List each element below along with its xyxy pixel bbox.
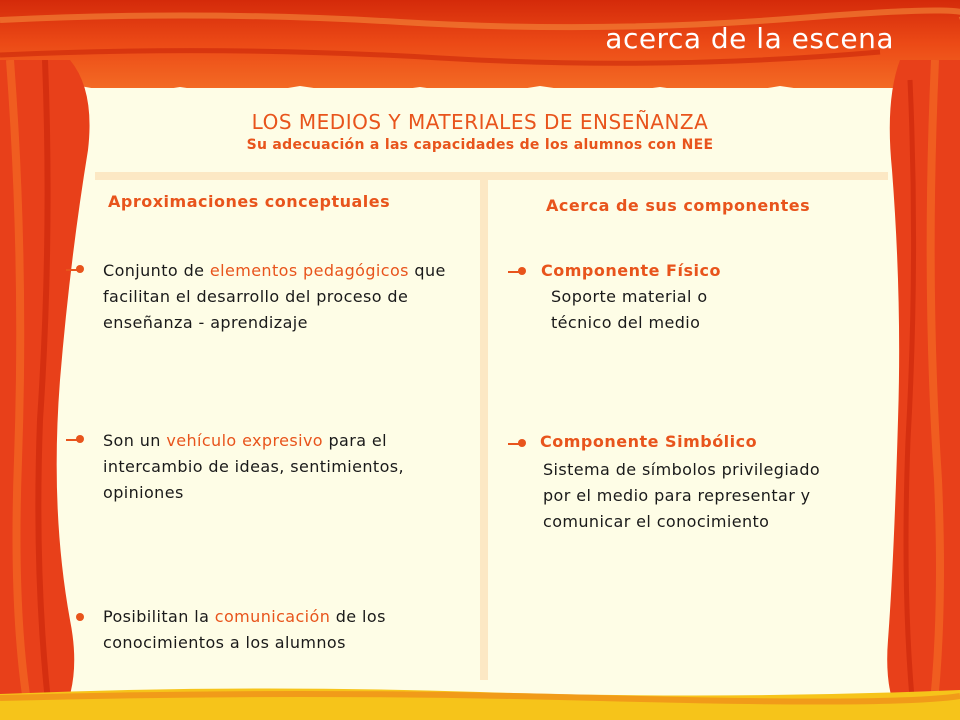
bullet-icon bbox=[72, 612, 92, 624]
stage-floor bbox=[0, 684, 960, 720]
bullet-icon bbox=[66, 434, 86, 446]
curtain-right bbox=[880, 60, 960, 720]
bullet-icon bbox=[66, 264, 86, 276]
concept-item-3: Posibilitan la comunicación de los conocimientos a los alumnos bbox=[103, 607, 386, 652]
component-symbolic-body: Sistema de símbolos privilegiado por el medio para representar y comunicar el conocimiento bbox=[543, 460, 821, 531]
page-title: LOS MEDIOS Y MATERIALES DE ENSEÑANZA bbox=[251, 110, 709, 134]
component-symbolic-title: Componente Simbólico bbox=[540, 432, 758, 451]
concept-item-1: Conjunto de elementos pedagógicos que facilitan el desarrollo del proceso de enseñanza - aprendizaje bbox=[103, 261, 446, 332]
bullet-icon bbox=[508, 266, 528, 278]
scene-title: acerca de la escena bbox=[605, 22, 894, 55]
page-subtitle: Su adecuación a las capacidades de los alumnos con NEE bbox=[246, 137, 714, 153]
component-physical-body: Soporte material o técnico del medio bbox=[551, 287, 708, 332]
component-physical-title: Componente Físico bbox=[541, 261, 721, 280]
vertical-divider bbox=[480, 174, 488, 680]
bullet-icon bbox=[508, 438, 528, 450]
horizontal-divider bbox=[95, 172, 888, 180]
left-column-heading: Aproximaciones conceptuales bbox=[108, 192, 391, 211]
right-column-heading: Acerca de sus componentes bbox=[546, 196, 811, 215]
concept-item-2: Son un vehículo expresivo para el intercambio de ideas, sentimientos, opiniones bbox=[103, 431, 404, 502]
